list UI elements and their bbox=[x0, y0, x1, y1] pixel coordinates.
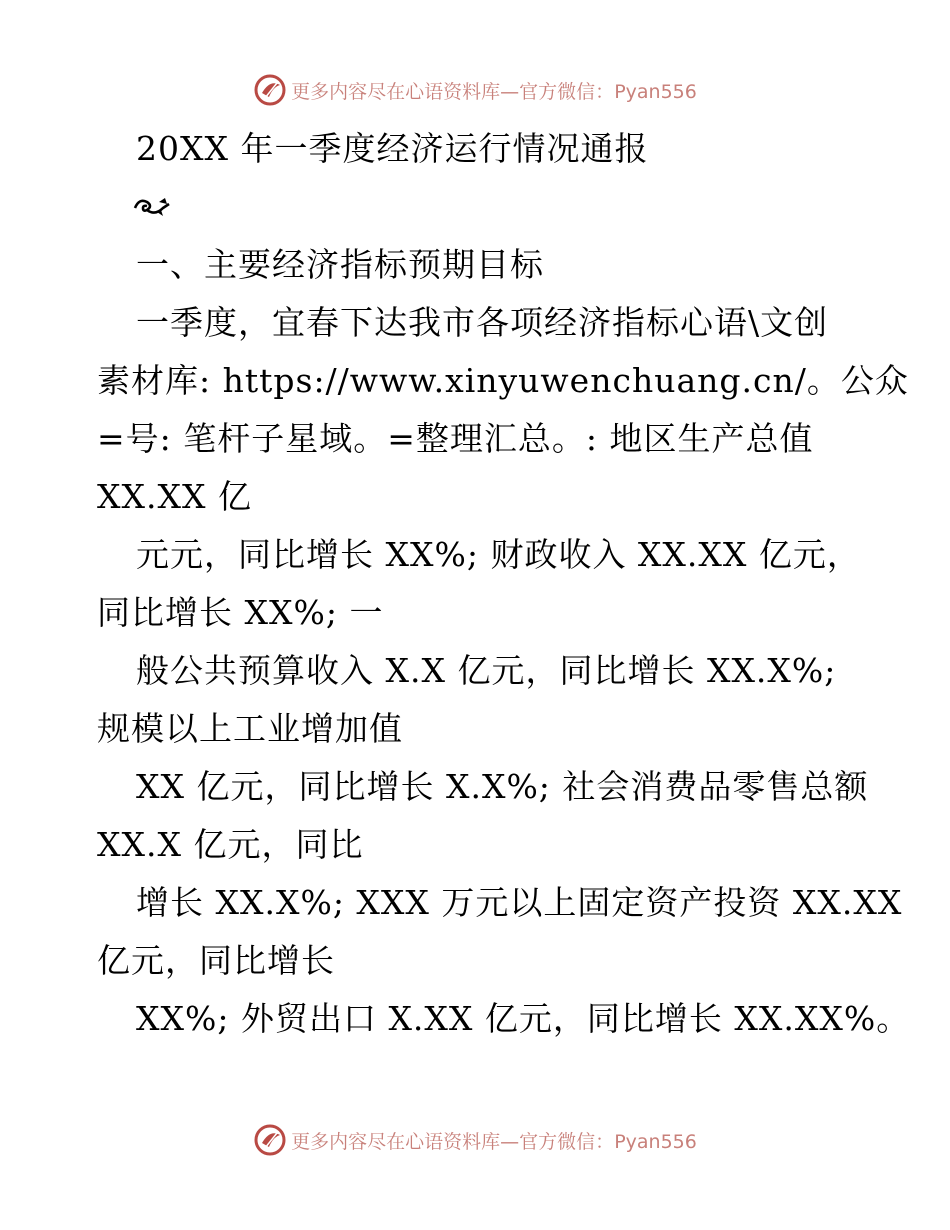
paragraph-line: 增长 XX.X%; XXX 万元以上固定资产投资 XX.XX bbox=[136, 883, 903, 922]
footer-banner bbox=[0, 1120, 950, 1160]
document-title: 20XX 年一季度经济运行情况通报 bbox=[136, 129, 649, 168]
banner-text bbox=[291, 77, 697, 104]
fleuron-icon bbox=[133, 194, 171, 220]
paragraph-line: 元元，同比增长 XX%; 财政收入 XX.XX 亿元， bbox=[136, 535, 861, 574]
brand-logo-icon bbox=[253, 1123, 287, 1157]
banner-slogan: 更多内容尽在心语资料库 bbox=[291, 1130, 501, 1153]
banner-text bbox=[291, 1127, 697, 1154]
paragraph-line: XX.X 亿元，同比 bbox=[97, 825, 364, 864]
banner-dash: — bbox=[500, 1130, 520, 1153]
paragraph-line: 同比增长 XX%; 一 bbox=[97, 593, 384, 632]
section-heading: 一、主要经济指标预期目标 bbox=[136, 245, 544, 284]
banner-wechat-id: Pyan556 bbox=[614, 80, 697, 103]
banner-wechat-id: Pyan556 bbox=[614, 1130, 697, 1153]
paragraph-line: XX 亿元，同比增长 X.X%; 社会消费品零售总额 bbox=[136, 767, 869, 806]
banner-wechat-label: 官方微信： bbox=[519, 80, 615, 103]
paragraph-line: 素材库: https://www.xinyuwenchuang.cn/。公众 bbox=[97, 361, 909, 400]
brand-logo-icon bbox=[253, 73, 287, 107]
banner-slogan: 更多内容尽在心语资料库 bbox=[291, 80, 501, 103]
paragraph-line: 规模以上工业增加值 bbox=[97, 709, 403, 748]
paragraph-line: XX.XX 亿 bbox=[97, 477, 252, 516]
ornament-row bbox=[97, 178, 867, 236]
paragraph-line: XX%; 外贸出口 X.XX 亿元，同比增长 XX.XX%。 bbox=[136, 999, 911, 1038]
paragraph-line: 般公共预算收入 X.X 亿元，同比增长 XX.X%; bbox=[136, 651, 837, 690]
paragraph-line: 亿元，同比增长 bbox=[97, 941, 335, 980]
paragraph-line: =号: 笔杆子星域。=整理汇总。: 地区生产总值 bbox=[97, 419, 814, 458]
banner-wechat-label: 官方微信： bbox=[519, 1130, 615, 1153]
paragraph-line: 一季度，宜春下达我市各项经济指标心语\文创 bbox=[136, 303, 829, 342]
document-body bbox=[97, 120, 911, 1048]
banner-dash: — bbox=[500, 80, 520, 103]
header-banner bbox=[0, 70, 950, 110]
